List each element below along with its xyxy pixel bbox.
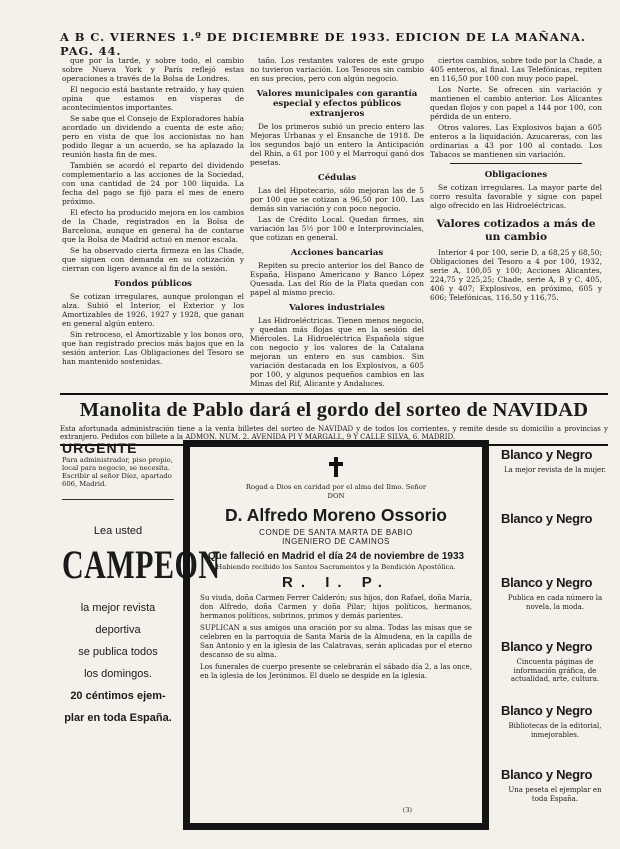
- urgente-title: URGENTE: [62, 440, 138, 456]
- cross-icon: [200, 455, 472, 483]
- acciones-bancarias-title: Acciones bancarias: [290, 248, 384, 258]
- valores-industriales-title: Valores industriales: [289, 303, 385, 313]
- col1-paragraph: Se cotizan irregulares, aunque prolongan el alza. Subió el Interior, el Exterior y los Amortizables de 1926, 1927 y 1928, que ganan en general algún entero.: [62, 292, 244, 328]
- bn-block: [501, 638, 609, 696]
- bn-blurb: Cincuenta páginas de información gráfica, de actualidad, arte, cultura.: [510, 658, 600, 683]
- col1-paragraph: que por la tarde, y sobre todo, el cambio sobre Nueva York y París reflejó estas operaciones a través de la Bolsa de Londres.: [62, 56, 244, 83]
- valores-municipales-title: Valores municipales con garantía especial y efectos públicos extranjeros: [256, 89, 418, 119]
- obituary-noble-title: CONDE DE SANTA MARTA DE BABIO: [259, 528, 413, 537]
- bn-logo: Blanco y Negro: [501, 447, 593, 462]
- campeon-price: 20 céntimos ejem-: [70, 690, 166, 702]
- obituary-death: Que falleció en Madrid el día 24 de noviembre de 1933: [207, 551, 465, 562]
- bn-logo: Blanco y Negro: [501, 639, 593, 654]
- divider: [450, 163, 582, 164]
- obituary-notice: [183, 440, 489, 830]
- bn-block: [501, 574, 609, 632]
- col1-paragraph: Se ha observado cierta firmeza en las Chade, que siguen con demanda en su cotización y cierran con ligero avance al fin de la sesión.: [62, 246, 244, 273]
- page-header: A B C. VIERNES 1.º DE DICIEMBRE DE 1933. EDICION DE LA MAÑANA. PAG. 44.: [60, 30, 586, 58]
- col1-paragraph: Se sabe que el Consejo de Exploradores había acordado un dividendo a cuenta de este año; pero en vista de que los accionistas no han podido llegar a un acuerdo, se ha aplazado la reunión hasta fin de mes.: [62, 114, 244, 159]
- urgente-text: Para administrador, piso propio, local para negocio, se necesita. Escribir al señor Díez, apartado 606, Madrid.: [62, 456, 173, 488]
- col2-paragraph: taño. Los restantes valores de este grupo no tuvieron variación. Los Tesoros sin cambio en sus precios, pero con algún negocio.: [250, 56, 424, 83]
- campeon-price: plar en toda España.: [64, 712, 172, 724]
- campeon-lead: Lea usted: [93, 525, 143, 537]
- bn-logo: Blanco y Negro: [501, 575, 593, 590]
- col2-paragraph: De los primeros subió un precio entero las Mejoras Urbanas y el Ensanche de 1918. De los segundos bajó un entero la Anticipación del Rhin, a 61 por 100 y el Marroquí ganó dos pesetas.: [250, 122, 424, 167]
- bn-block: [501, 766, 609, 824]
- col2-paragraph: Las del Hipotecario, sólo mejoran las de 5 por 100 que se cotizan a 96,50 por 100. Las demás sin variación y con poco negocio.: [250, 186, 424, 213]
- bn-blurb: La mejor revista de la mujer.: [503, 466, 607, 474]
- bn-blurb: Bibliotecas de la editorial, inmejorables.: [508, 722, 602, 739]
- blanco-y-negro-ad: [501, 440, 609, 830]
- col1-paragraph: También se acordó el reparto del dividendo complementario a las acciones de la Sociedad, con una cantidad de 24 por 100 líquida. La fecha del pago se fijó para el mes de enero próximo.: [62, 161, 244, 206]
- campeon-ad: [62, 525, 221, 830]
- obituary-body: Los funerales de cuerpo presente se celebrarán el sábado día 2, a las once, en la iglesia de los Jerónimos. El duelo se despide en la iglesia.: [200, 661, 472, 680]
- col3-paragraph: ciertos cambios, sobre todo por la Chade, a 405 enteros, al final. Las Telefónicas, repiten en 116,50 por 100 con muy poco papel.: [430, 56, 602, 83]
- obituary-profession: INGENIERO DE CAMINOS: [282, 537, 390, 546]
- campeon-name: CAMPEON: [62, 543, 221, 588]
- obituary-intro: Rogad a Dios en caridad por el alma del Ilmo. Señor: [245, 483, 427, 491]
- col3-paragraph: Los Norte. Se ofrecen sin variación y mantienen el cambio anterior. Los Alicantes quedan flojos y con papel a 144 por 100, con pérdida de un entero.: [430, 85, 602, 121]
- column-3: [430, 56, 602, 390]
- bn-blurb: Una peseta el ejemplar en toda España.: [508, 786, 602, 803]
- col1-paragraph: El efecto ha producido mejora en los cambios de la Chade, registrados en la Bolsa de Barcelona, aunque en general ha de contarse que la Bolsa de Madrid actuó en menor escala.: [62, 208, 244, 244]
- obituary-title-line: DON: [327, 491, 345, 500]
- col2-paragraph: Las de Crédito Local. Quedan firmes, sin variación las 5½ por 100 e Interprovinciales, que cotizan en general.: [250, 215, 424, 242]
- campeon-line: deportiva: [95, 624, 141, 636]
- obituary-sacraments: Habiendo recibido los Santos Sacramentos y la Bendición Apostólica.: [216, 563, 456, 571]
- obligaciones-title: Obligaciones: [484, 170, 548, 180]
- col1-paragraph: El negocio está bastante retraído, y hay quien opina que estamos en vísperas de acontecimientos importantes.: [62, 85, 244, 112]
- column-2: [250, 56, 424, 390]
- lottery-banner: [60, 393, 608, 446]
- bn-blurb: Publica en cada número la novela, la moda.: [507, 594, 603, 611]
- banner-title: Manolita de Pablo dará el gordo del sorteo de NAVIDAD: [79, 399, 589, 421]
- column-1: [62, 56, 244, 390]
- obituary-body: SUPLICAN a sus amigos una oración por su alma. Todas las misas que se celebren en la parroquia de Santa María de la Almudena, en la capilla de San Antonio y en la iglesia de las Calatravas, serán aplicadas por el eterno descanso de su alma.: [200, 622, 472, 659]
- urgente-ad: [62, 440, 174, 500]
- cedulas-title: Cédulas: [317, 173, 357, 183]
- col1-paragraph: Sin retroceso, el Amortizable y los bonos oro, que han registrado precios más bajos que en la sesión anterior. Las Obligaciones del Tesoro se han mantenido sostenidas.: [62, 330, 244, 366]
- fondos-publicos-title: Fondos públicos: [114, 279, 192, 289]
- bn-block: [501, 702, 609, 760]
- obituary-name: D. Alfredo Moreno Ossorio: [224, 505, 447, 525]
- col3-paragraph: Interior 4 por 100, serie D, a 68,25 y 68,50; Obligaciones del Tesoro a 4 por 100, 1932, serie A, 100,05 y 100; Acciones Alicantes, 224,75 y 225,25; Chade, serie A, B y C, 405, 406 y 407; Explosivos, en próximo, 605 y 606; Telefónicas, 116,50 y 116,75.: [430, 248, 602, 302]
- col3-paragraph: Otros valores. Las Explosivos bajan a 605 enteros a la liquidación. Azucareras, con las ordinarias a 43 por 100 al contado. Los Tabacos se mantienen sin variación.: [430, 123, 602, 159]
- valores-cotizados-title: Valores cotizados a más de un cambio: [436, 218, 596, 243]
- campeon-line: se publica todos: [78, 646, 158, 658]
- bn-logo: Blanco y Negro: [501, 703, 593, 718]
- col3-paragraph: Se cotizan irregulares. La mayor parte del corro resulta favorable y sigue con papel algo ofrecido en las Hidroeléctricas.: [430, 183, 602, 210]
- obituary-ref: (3): [402, 806, 412, 814]
- banner-text: Esta afortunada administración tiene a la venta billetes del sorteo de NAVIDAD y de todos los corrientes, y remite desde su domicilio a provincias y extranjero. Pedidos con billete a la ADMON. NUM. 2. AVENIDA PI Y MARGALL, 9 Y CALLE SILVA, 6. MADRID.: [60, 425, 608, 446]
- bn-logo: Blanco y Negro: [501, 511, 593, 526]
- bn-block: [501, 510, 609, 568]
- obituary-rip: R. I. P.: [282, 573, 390, 591]
- campeon-line: los domingos.: [84, 668, 152, 680]
- col2-paragraph: Las Hidroeléctricas. Tienen menos negocio, y quedan más flojas que en la sesión del Miércoles. La Hidroeléctrica Española sigue con negocio y los valores de la Catalana mejoran un entero en sus cambios. Sin variación destacada en los Explosivos, a 605 por 100, y algunos pequeños cambios en las Minas del Rif, Alicante y Andaluces.: [250, 316, 424, 388]
- bn-block: [501, 446, 609, 504]
- campeon-line: la mejor revista: [80, 602, 156, 614]
- col2-paragraph: Repiten su precio anterior los del Banco de España, Hispano Americano y Banco López Quesada. Las del Río de la Plata quedan con papel al mismo precio.: [250, 261, 424, 297]
- bn-logo: Blanco y Negro: [501, 767, 593, 782]
- obituary-body: Su viuda, doña Carmen Ferrer Calderón; sus hijos, don Rafael, doña María, don Alfredo, doña Carmen y doña Pilar; hijos políticos, hermanos, hermanos políticos, sobrinos, primos y demás parientes.: [200, 592, 472, 620]
